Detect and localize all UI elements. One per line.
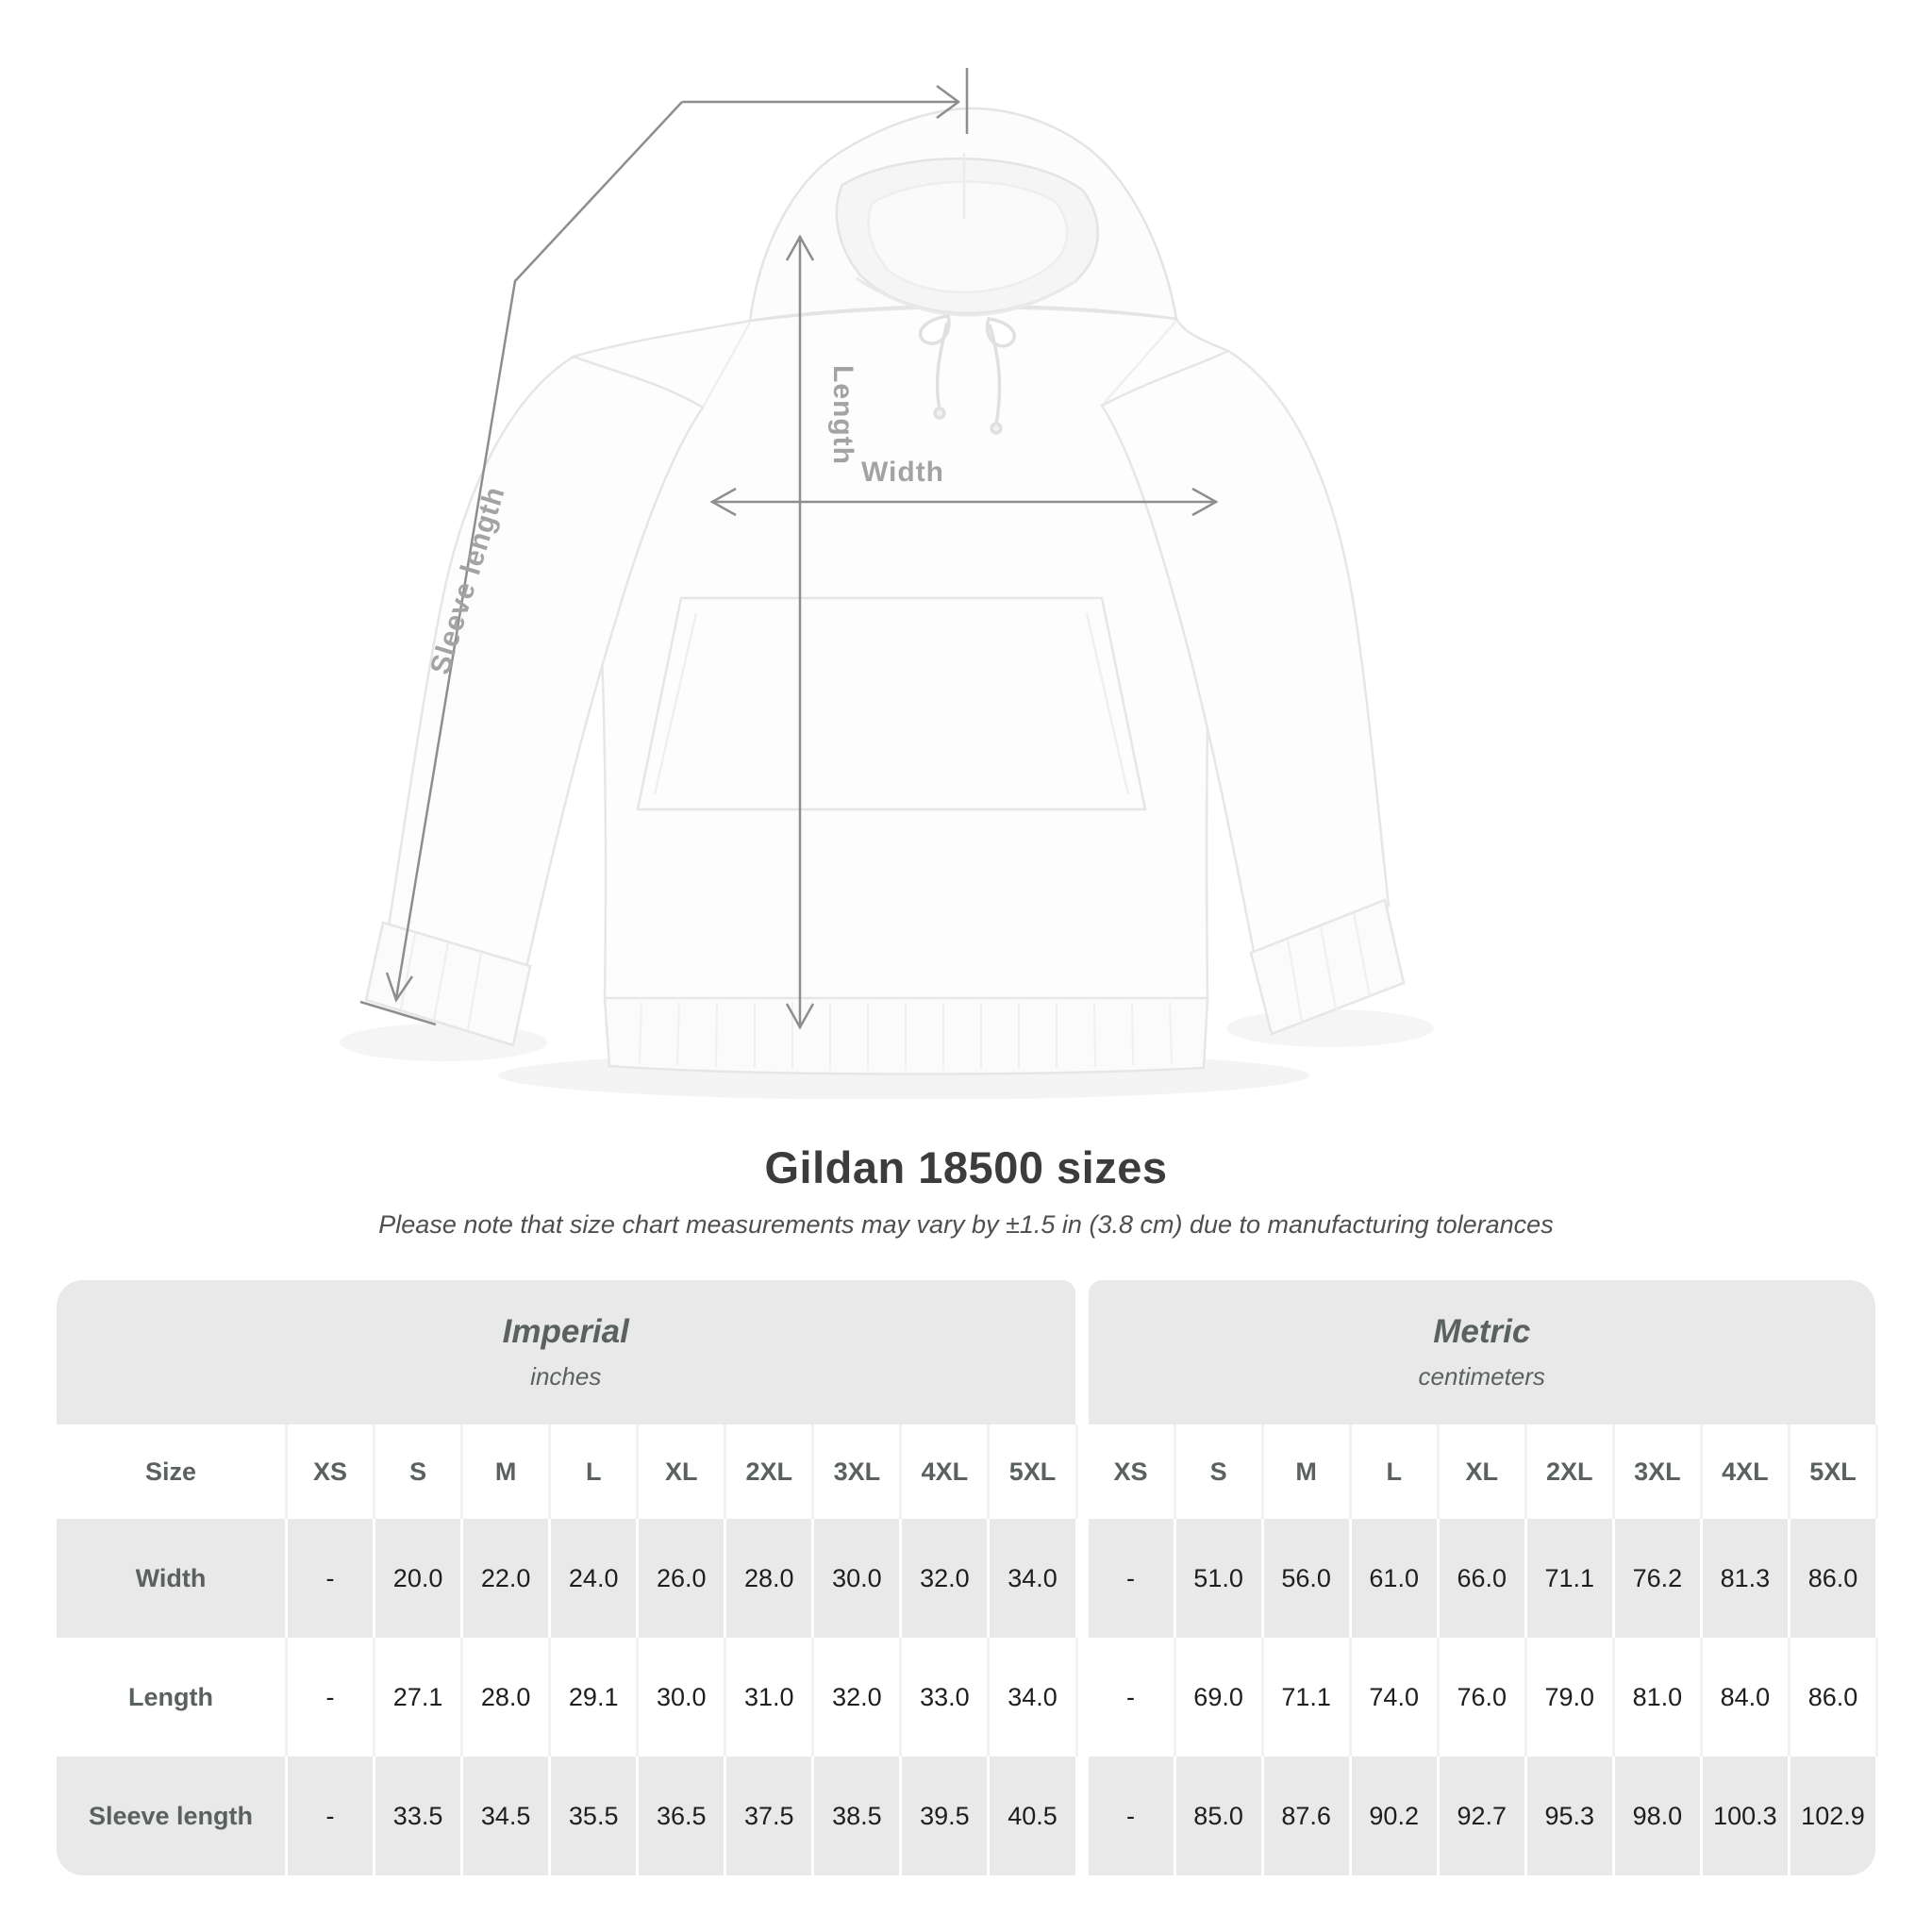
size-col-header-metric: 4XL [1703,1424,1788,1519]
table-cell-metric: 66.0 [1440,1519,1524,1638]
table-cell-imperial: 37.5 [726,1757,811,1875]
table-cell-metric: 86.0 [1790,1519,1875,1638]
page-note: Please note that size chart measurements may vary by ±1.5 in (3.8 cm) due to manufacturing tolerances [378,1210,1554,1239]
size-col-header-imperial: XL [639,1424,724,1519]
size-col-header-metric: XL [1440,1424,1524,1519]
table-cell-imperial: 26.0 [639,1519,724,1638]
imperial-band-title: Imperial [502,1313,629,1350]
size-col-header-metric: L [1352,1424,1437,1519]
table-cell-imperial: 34.0 [990,1638,1074,1757]
table-cell-imperial: 39.5 [902,1757,987,1875]
table-cell-metric: 74.0 [1352,1638,1437,1757]
table-cell-imperial: 38.5 [814,1757,899,1875]
length-label: Length [827,365,858,465]
sleeve-length-label: Sleeve length [424,482,511,678]
table-cell-imperial: 34.0 [990,1519,1074,1638]
row-label: Width [57,1519,285,1638]
table-cell-metric: 81.0 [1615,1638,1700,1757]
table-cell-metric: 56.0 [1264,1519,1349,1638]
table-cell-metric: 100.3 [1703,1757,1788,1875]
table-cell-metric: 90.2 [1352,1757,1437,1875]
table-cell-metric: 81.3 [1703,1519,1788,1638]
size-col-header-imperial: 4XL [902,1424,987,1519]
size-col-header-imperial: 2XL [726,1424,811,1519]
size-col-header-imperial: 3XL [814,1424,899,1519]
table-cell-metric: 51.0 [1176,1519,1261,1638]
size-col-header-imperial: L [551,1424,636,1519]
title-block [0,1141,1932,1240]
table-cell-imperial: 20.0 [375,1519,460,1638]
table-cell-imperial: - [288,1638,373,1757]
table-cell-metric: 69.0 [1176,1638,1261,1757]
size-col-header-metric: 2XL [1527,1424,1612,1519]
table-cell-imperial: - [288,1757,373,1875]
table-cell-metric: 71.1 [1527,1519,1612,1638]
size-col-header-metric: M [1264,1424,1349,1519]
table-cell-imperial: 31.0 [726,1638,811,1757]
table-cell-metric: 102.9 [1790,1757,1875,1875]
size-table [57,1280,1875,1875]
table-cell-metric: 87.6 [1264,1757,1349,1875]
size-col-header-metric: 3XL [1615,1424,1700,1519]
table-cell-metric: - [1089,1638,1174,1757]
table-cell-imperial: 33.5 [375,1757,460,1875]
metric-band [1089,1280,1876,1424]
width-label: Width [860,457,945,488]
table-cell-metric: 76.0 [1440,1638,1524,1757]
size-col-header-imperial: 5XL [990,1424,1074,1519]
table-cell-imperial: 32.0 [902,1519,987,1638]
table-cell-metric: - [1089,1757,1174,1875]
table-cell-metric: 86.0 [1790,1638,1875,1757]
table-cell-imperial: 28.0 [463,1638,548,1757]
metric-band-title: Metric [1433,1313,1531,1350]
table-cell-imperial: 36.5 [639,1757,724,1875]
table-cell-imperial: 30.0 [639,1638,724,1757]
table-cell-imperial: 22.0 [463,1519,548,1638]
size-col-header-imperial: S [375,1424,460,1519]
table-cell-imperial: 35.5 [551,1757,636,1875]
table-cell-metric: 79.0 [1527,1638,1612,1757]
table-cell-imperial: 28.0 [726,1519,811,1638]
imperial-band [57,1280,1075,1424]
table-cell-metric: 61.0 [1352,1519,1437,1638]
size-col-header-imperial: M [463,1424,548,1519]
size-col-header-metric: S [1176,1424,1261,1519]
table-cell-metric: 84.0 [1703,1638,1788,1757]
table-cell-imperial: 32.0 [814,1638,899,1757]
row-label: Sleeve length [57,1757,285,1875]
table-cell-metric: 92.7 [1440,1757,1524,1875]
table-cell-imperial: 30.0 [814,1519,899,1638]
table-cell-imperial: 27.1 [375,1638,460,1757]
table-cell-metric: - [1089,1519,1174,1638]
size-col-header-imperial: XS [288,1424,373,1519]
table-cell-metric: 76.2 [1615,1519,1700,1638]
table-cell-imperial: 33.0 [902,1638,987,1757]
table-cell-metric: 85.0 [1176,1757,1261,1875]
table-cell-imperial: 29.1 [551,1638,636,1757]
pocket [638,598,1145,809]
hoodie-hood [750,108,1176,321]
table-cell-imperial: 24.0 [551,1519,636,1638]
size-col-header-metric: XS [1089,1424,1174,1519]
table-cell-metric: 95.3 [1527,1757,1612,1875]
size-row-header: Size [57,1424,285,1519]
table-cell-imperial: 40.5 [990,1757,1074,1875]
imperial-band-unit: inches [530,1362,602,1391]
row-label: Length [57,1638,285,1757]
size-col-header-metric: 5XL [1790,1424,1875,1519]
metric-band-unit: centimeters [1418,1362,1545,1391]
table-cell-imperial: 34.5 [463,1757,548,1875]
page-title: Gildan 18500 sizes [764,1142,1168,1192]
table-cell-metric: 71.1 [1264,1638,1349,1757]
table-cell-imperial: - [288,1519,373,1638]
table-cell-metric: 98.0 [1615,1757,1700,1875]
